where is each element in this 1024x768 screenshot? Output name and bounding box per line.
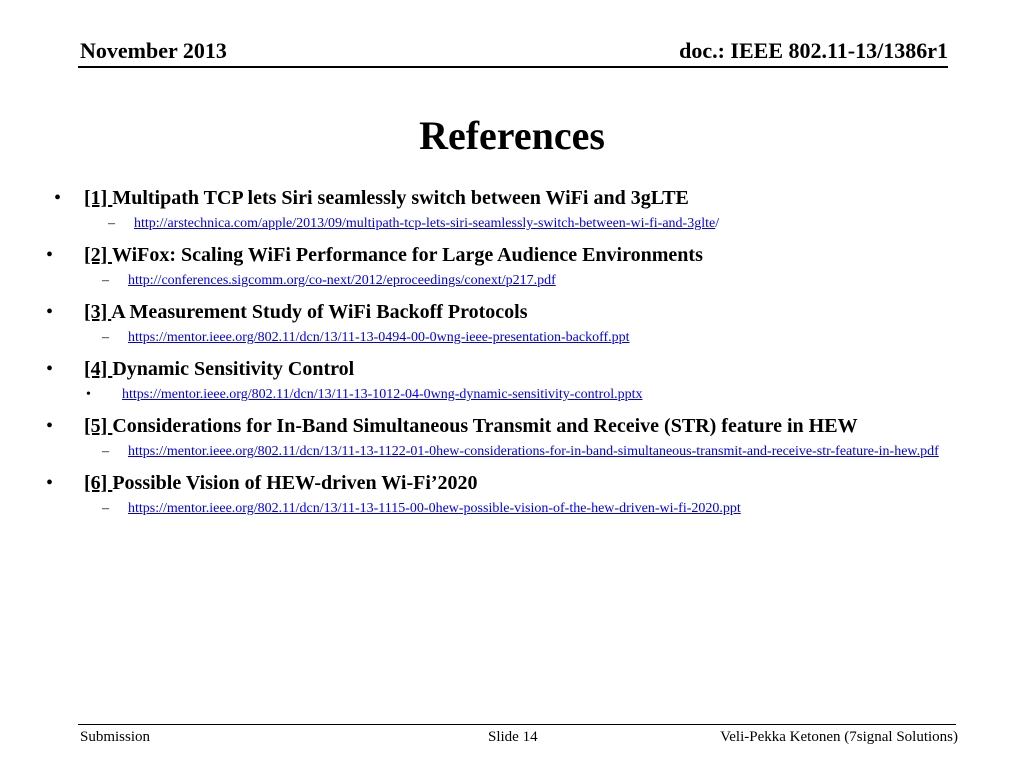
reference-link-row bbox=[44, 443, 978, 461]
reference-link-row bbox=[44, 272, 984, 290]
link-trailer: / bbox=[715, 216, 720, 231]
reference-heading bbox=[44, 241, 984, 269]
reference-link[interactable]: https://mentor.ieee.org/802.11/dcn/13/11-13-0494-00-0wng-ieee-presentation-backoff.ppt bbox=[128, 330, 630, 345]
reference-link-row bbox=[44, 329, 984, 347]
dash-icon: – bbox=[102, 330, 109, 345]
reference-number: [2] bbox=[84, 244, 112, 266]
reference-heading bbox=[44, 184, 984, 212]
reference-title: Dynamic Sensitivity Control bbox=[112, 358, 355, 380]
reference-item-2 bbox=[44, 241, 984, 290]
reference-heading bbox=[44, 412, 984, 440]
reference-link-row bbox=[44, 386, 984, 404]
dash-icon: – bbox=[102, 273, 109, 288]
bullet-icon: • bbox=[46, 358, 54, 380]
reference-link[interactable]: http://arstechnica.com/apple/2013/09/multipath-tcp-lets-siri-seamlessly-switch-between-wi-fi-and-3glte bbox=[134, 216, 716, 231]
reference-heading bbox=[44, 298, 984, 326]
reference-link[interactable]: https://mentor.ieee.org/802.11/dcn/13/11-13-1122-01-0hew-considerations-for-in-band-simultaneous-transmit-and-receive-str-feature-in-hew.pdf bbox=[128, 444, 939, 459]
header-rule bbox=[78, 66, 948, 68]
footer-submission: Submission bbox=[80, 729, 151, 745]
reference-link[interactable]: http://conferences.sigcomm.org/co-next/2012/eproceedings/conext/p217.pdf bbox=[128, 273, 556, 288]
reference-number: [6] bbox=[84, 472, 113, 494]
header-date: November 2013 bbox=[80, 38, 227, 63]
bullet-icon: • bbox=[86, 387, 91, 402]
dash-icon: – bbox=[102, 501, 109, 516]
reference-link[interactable]: https://mentor.ieee.org/802.11/dcn/13/11-13-1115-00-0hew-possible-vision-of-the-hew-driven-wi-fi-2020.ppt bbox=[128, 501, 741, 516]
reference-title: A Measurement Study of WiFi Backoff Protocols bbox=[111, 301, 528, 323]
reference-item-5 bbox=[44, 412, 984, 461]
header-doc-id: doc.: IEEE 802.11-13/1386r1 bbox=[679, 38, 948, 63]
reference-list bbox=[44, 184, 984, 526]
reference-number: [3] bbox=[84, 301, 112, 323]
bullet-icon: • bbox=[54, 187, 62, 209]
reference-number: [5] bbox=[84, 415, 113, 437]
reference-item-4 bbox=[44, 355, 984, 404]
reference-link[interactable]: https://mentor.ieee.org/802.11/dcn/13/11-13-1012-04-0wng-dynamic-sensitivity-control.pptx bbox=[122, 387, 643, 402]
reference-title: Possible Vision of HEW-driven Wi-Fi’2020 bbox=[112, 472, 478, 494]
reference-link-row bbox=[44, 500, 984, 518]
dash-icon: – bbox=[108, 216, 115, 231]
reference-number: [1] bbox=[84, 187, 113, 209]
dash-icon: – bbox=[102, 444, 109, 459]
footer-slide-number: Slide 14 bbox=[488, 729, 538, 745]
reference-link-row bbox=[44, 215, 984, 233]
bullet-icon: • bbox=[46, 301, 54, 323]
reference-item-1 bbox=[44, 184, 984, 233]
footer-rule bbox=[78, 724, 956, 725]
footer-author: Veli-Pekka Ketonen (7signal Solutions) bbox=[720, 729, 958, 745]
reference-heading bbox=[44, 355, 984, 383]
bullet-icon: • bbox=[46, 244, 54, 266]
reference-heading bbox=[44, 469, 984, 497]
reference-item-6 bbox=[44, 469, 984, 518]
reference-item-3 bbox=[44, 298, 984, 347]
reference-number: [4] bbox=[84, 358, 113, 380]
slide-title: References bbox=[419, 113, 605, 158]
bullet-icon: • bbox=[46, 472, 54, 494]
reference-title: WiFox: Scaling WiFi Performance for Large Audience Environments bbox=[111, 244, 703, 266]
reference-title: Multipath TCP lets Siri seamlessly switch between WiFi and 3gLTE bbox=[112, 187, 689, 209]
reference-title: Considerations for In-Band Simultaneous Transmit and Receive (STR) feature in HEW bbox=[112, 415, 858, 437]
bullet-icon: • bbox=[46, 415, 54, 437]
